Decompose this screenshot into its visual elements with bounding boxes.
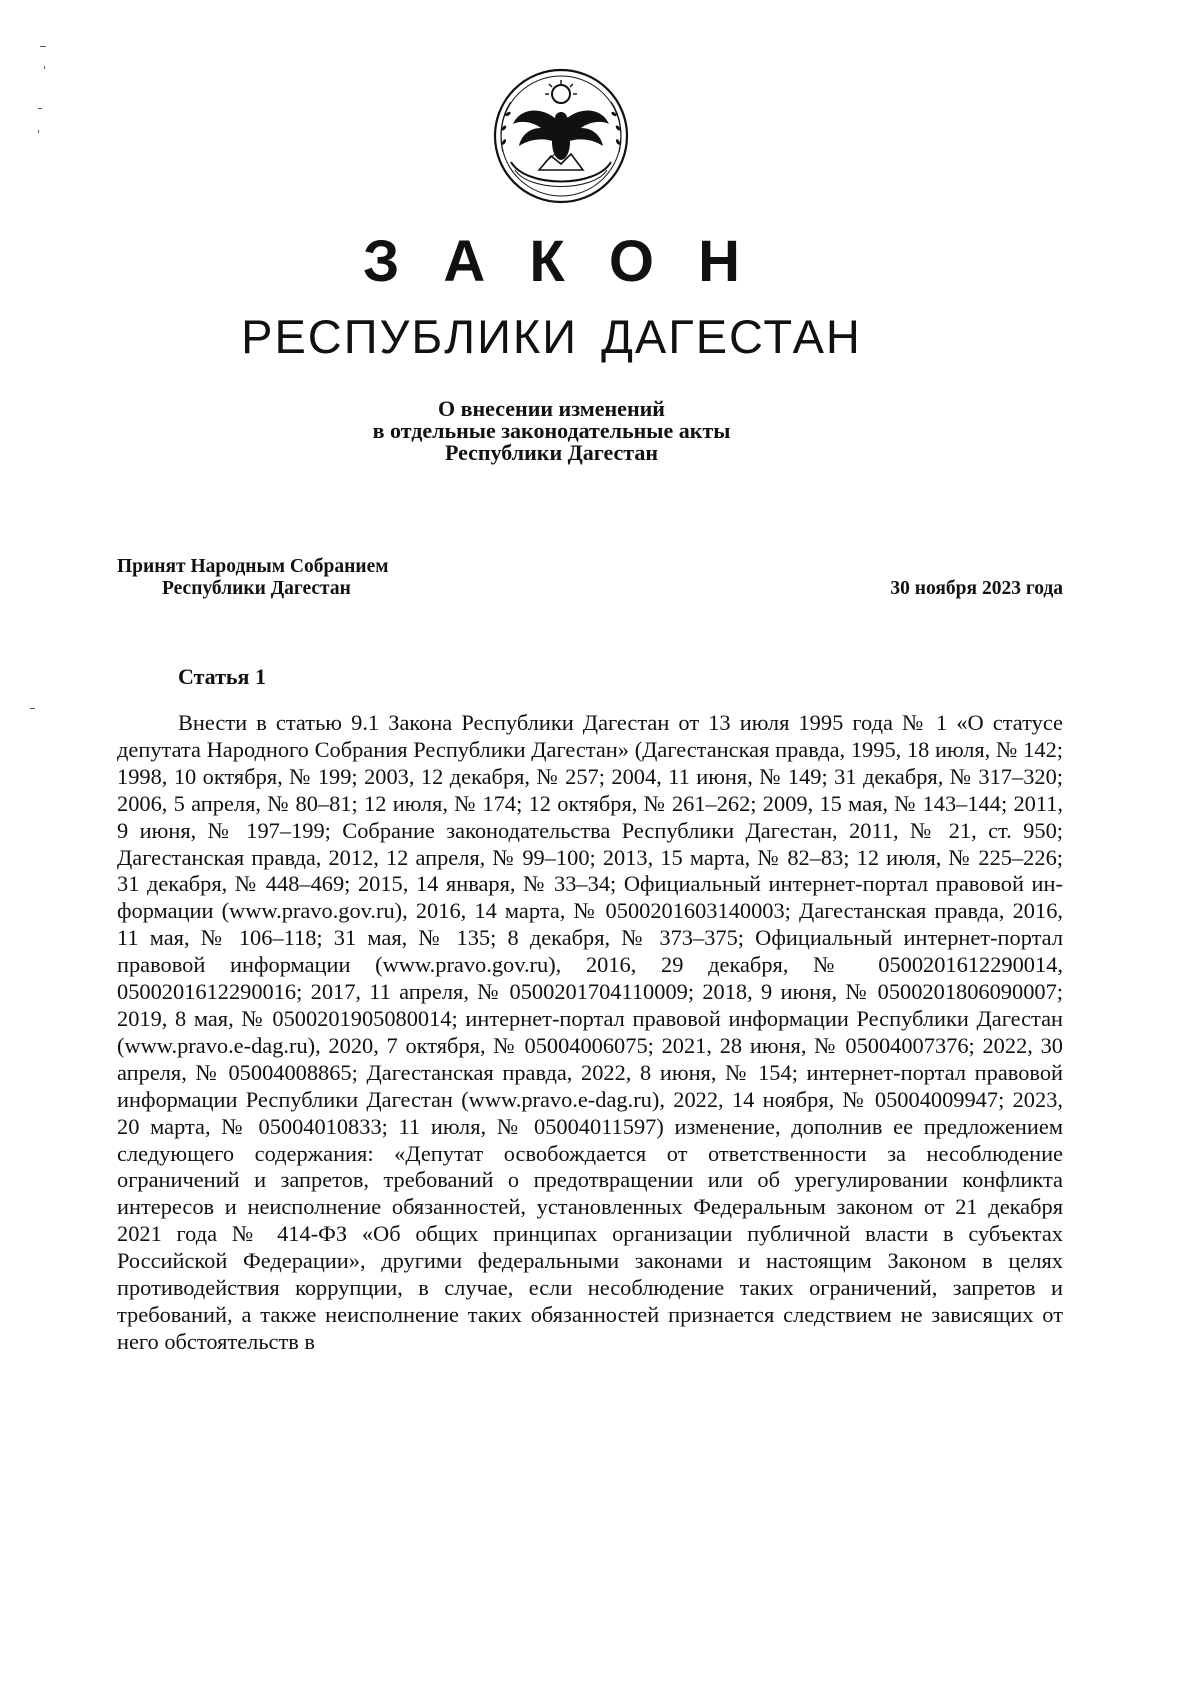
scan-mark (40, 46, 46, 47)
article-body: Внести в статью 9.1 Закона Республики Дагестан от 13 июля 1995 года № 1 «О статусе депутата Народного Собрания Республики Дагестан» (Дагестанская правда, 1995, 18 июля, № 142; 1998, 10 октября, № 199; 2003, 12 декабря, № 257; 2004, 11 июня, № 149; 31 декабря, № 317–320; 2006, 5 апреля, № 80–81; 12 июля, № 174; 12 октября, № 261–262; 2009, 15 мая, № 143–144; 2011, 9 июня, № 197–199; Собрание законодательства Республики Дагестан, 2011, № 21, ст. 950; Дагестанская правда, 2012, 12 апреля, № 99–100; 2013, 15 марта, № 82–83; 12 июля, № 225–226; 31 декабря, № 448–469; 2015, 14 января, № 33–34; Официальный интернет-портал правовой информации (www.pravo.gov.ru), 2016, 14 марта, № 0500201603140003; Дагестанская правда, 2016, 11 мая, № 106–118; 31 мая, № 135; 8 декабря, № 373–375; Официальный интернет-портал правовой информации (www.pravo.gov.ru), 2016, 29 декабря, № 0500201612290014, 0500201612290016; 2017, 11 апреля, № 0500201704110009; 2018, 9 июня, № 0500201806090007; 2019, 8 мая, № 0500201905080014; интернет-портал правовой информации Республики Дагестан (www.pravo.e-dag.ru), 2020, 7 октября, № 05004006075; 2021, 28 июня, № 05004007376; 2022, 30 апреля, № 05004008865; Дагестанская правда, 2022, 8 июня, № 154; интернет-портал правовой информации Республики Дагестан (www.pravo.e-dag.ru), 2022, 14 ноября, № 05004009947; 2023, 20 марта, № 05004010833; 11 июля, № 05004011597) изменение, дополнив ее предложением следующего содержания: «Депутат освобождается от ответственности за несоблюдение ограничений и запретов, требований о предотвращении или об урегулировании конфликта интересов и неисполнение обязанностей, установленных Федеральным законом от 21 декабря 2021 года № 414-ФЗ «Об общих принципах организации публичной власти в субъектах Российской Федерации», другими федеральными законами и настоящим Законом в целях противодействия коррупции, в случае, если несоблюдение таких ограничений, запретов и требований, а также неисполнение таких обязанностей признается следствием не зависящих от него обстоятельств в (117, 710, 1063, 1354)
law-subject (0, 398, 1103, 464)
scan-mark (44, 66, 45, 69)
adoption-line: Принят Народным Собранием (117, 556, 389, 577)
subject-line: Республики Дагестан (444, 440, 659, 465)
document-title: З А К О Н (362, 229, 755, 294)
article-heading: Статья 1 (178, 664, 266, 689)
scan-mark (38, 130, 39, 133)
subject-line: О внесении изменений (438, 396, 665, 421)
subject-line: в отдельные законодательные акты (372, 418, 731, 443)
coat-of-arms-icon (491, 66, 631, 206)
adoption-line: Республики Дагестан (162, 578, 351, 599)
scan-mark (38, 108, 42, 109)
adoption-date: 30 ноября 2023 года (890, 578, 1063, 599)
scan-mark (30, 708, 35, 709)
adoption-statement (117, 556, 389, 600)
document-subtitle: РЕСПУБЛИКИ ДАГЕСТАН (241, 310, 862, 363)
